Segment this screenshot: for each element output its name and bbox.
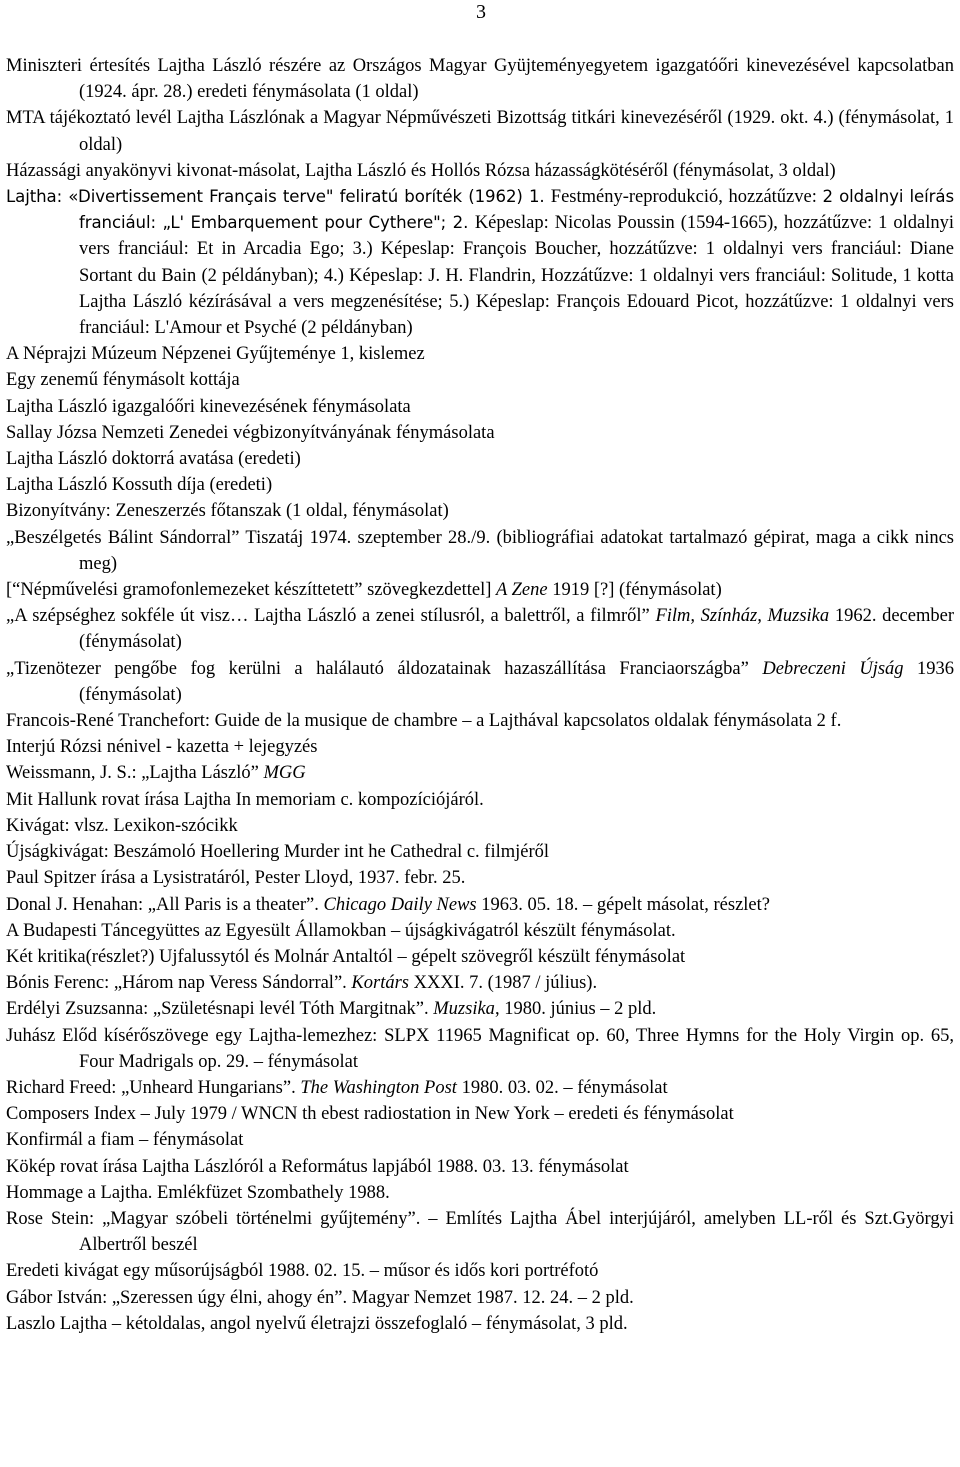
document-entry [6,787,954,813]
document-entry [6,656,954,708]
entry-title-italic: Chicago Daily News [323,894,477,915]
document-entry [6,1258,954,1284]
entry-text: „Tizenötezer pengőbe fog kerülni a halálautó áldozatainak hazaszállítása Franciaországba” [6,658,763,679]
entry-text: Lajtha: «Divertissement Français terve" feliratú boríték (1962) 1. [6,187,551,207]
document-entry [6,1154,954,1180]
entry-text: Bónis Ferenc: „Három nap Veress Sándorral”. [6,973,352,994]
entry-text: Újságkivágat: Beszámoló Hoellering Murder int he Cathedral c. filmjéről [6,842,550,863]
entry-text: Gábor István: „Szeressen úgy élni, ahogy én”. Magyar Nemzet 1987. 12. 24. – 2 pld. [6,1287,634,1308]
entry-text: Interjú Rózsi nénivel - kazetta + lejegyzés [6,737,318,758]
entry-text: Festmény-reprodukció, hozzátűzve: [550,187,823,208]
entry-text: A Budapesti Táncegyüttes az Egyesült Államokban – újságkivágatról készült fénymásolat. [6,920,676,941]
entry-title-italic: Debreczeni Újság [762,658,904,679]
document-entry-list [6,53,954,1337]
entry-text: Két kritika(részlet?) Ujfalussytól és Molnár Antaltól – gépelt szövegről készült fénymásolat [6,946,686,967]
document-entry [6,813,954,839]
entry-text: Paul Spitzer írása a Lysistratáról, Pester Lloyd, 1937. febr. 25. [6,868,466,889]
entry-text: Rose Stein: „Magyar szóbeli történelmi gyűjtemény”. – Említés Lajtha Ábel interjújáról, amelyben LL-ről és Szt.Györgyi Albertről beszél [6,1208,954,1256]
document-entry [6,367,954,393]
document-entry [6,105,954,157]
document-entry [6,472,954,498]
entry-text: , 1980. június – 2 pld. [494,999,657,1020]
document-entry [6,1127,954,1153]
entry-title-italic: The Washington Post [300,1077,457,1098]
document-entry [6,1311,954,1337]
entry-text: Egy zenemű fénymásolt kottája [6,370,240,391]
entry-text: MTA tájékoztató levél Lajtha Lászlónak a Magyar Népművészeti Bizottság titkári kinevezéséről (1929. okt. 4.) (fénymásolat, 1 oldal) [6,108,954,155]
document-entry [6,865,954,891]
document-entry [6,839,954,865]
document-entry [6,1180,954,1206]
document-entry [6,918,954,944]
entry-text: Miniszteri értesítés Lajtha László részére az Országos Magyar Gyüjteményegyetem igazgatóőri kinevezésével kapcsolatban (1924. ápr. 28.) eredeti fénymásolata (1 oldal) [6,56,954,103]
entry-text: 1962. december (fénymásolat) [79,606,954,653]
entry-text: Bizonyítvány: Zeneszerzés főtanszak (1 oldal, fénymásolat) [6,501,449,522]
entry-text: 1919 [?] (fénymásolat) [547,580,722,601]
entry-title-italic: A Zene [496,580,548,601]
document-entry [6,341,954,367]
entry-text: Kökép rovat írása Lajtha Lászlóról a Református lapjából 1988. 03. 13. fénymásolat [6,1156,629,1177]
entry-text: Erdélyi Zsuzsanna: „Születésnapi levél Tóth Margitnak”. [6,999,434,1020]
entry-text: 1963. 05. 18. – gépelt másolat, részlet? [476,894,770,915]
entry-text: Weissmann, J. S.: „Lajtha László” [6,763,264,784]
entry-text: Eredeti kivágat egy műsorújságból 1988. 02. 15. – műsor és idős kori portréfotó [6,1261,599,1282]
entry-text: Laszlo Lajtha – kétoldalas, angol nyelvű életrajzi összefoglaló – fénymásolat, 3 pld. [6,1313,628,1334]
entry-text: Lajtha László doktorrá avatása (eredeti) [6,449,301,470]
document-entry [6,892,954,918]
entry-text: [“Népművelési gramofonlemezeket készíttetett” szövegkezdettel] [6,580,497,601]
document-entry [6,525,954,577]
document-entry [6,420,954,446]
entry-text: Lajtha László Kossuth díja (eredeti) [6,475,273,496]
document-entry [6,394,954,420]
entry-title-italic: Film, Színház, Muzsika [655,606,830,627]
entry-text: Richard Freed: „Unheard Hungarians”. [6,1077,301,1098]
entry-text: Kivágat: vlsz. Lexikon-szócikk [6,815,238,836]
entry-text: Juhász Előd kísérőszövege egy Lajtha-lemezhez: SLPX 11965 Magnificat op. 60, Three Hymns for the Holy Virgin op. 65, Four Madrigals op. 29. – fénymásolat [6,1025,954,1072]
document-entry [6,970,954,996]
entry-text: Francois-René Tranchefort: Guide de la musique de chambre – a Lajthával kapcsolatos oldalak fénymásolata 2 f. [6,711,842,732]
entry-text: „A szépséghez sokféle út visz… Lajtha László a zenei stílusról, a balettről, a filmről” [6,606,656,627]
entry-text: Házassági anyakönyvi kivonat-másolat, Lajtha László és Hollós Rózsa házasságkötéséről (fénymásolat, 3 oldal) [6,160,836,181]
entry-text: Donal J. Henahan: „All Paris is a theater”. [6,894,324,915]
document-entry [6,446,954,472]
entry-text: Konfirmál a fiam – fénymásolat [6,1130,244,1151]
entry-text: Composers Index – July 1979 / WNCN th ebest radiostation in New York – eredeti és fénymásolat [6,1104,734,1125]
document-entry [6,603,954,655]
document-entry [6,1101,954,1127]
document-entry [6,996,954,1022]
entry-text: 1980. 03. 02. – fénymásolat [456,1077,668,1098]
document-entry [6,498,954,524]
document-entry [6,944,954,970]
page-number: 3 [476,1,486,23]
entry-text: Sallay Józsa Nemzeti Zenedei végbizonyítványának fénymásolata [6,422,495,443]
entry-text: XXXI. 7. (1987 / július). [409,973,598,994]
entry-text: Mit Hallunk rovat írása Lajtha In memoriam c. kompozíciójáról. [6,789,484,810]
entry-title-italic: Kortárs [351,973,409,994]
entry-text: A Néprajzi Múzeum Népzenei Gyűjteménye 1, kislemez [6,344,425,365]
entry-text: „Beszélgetés Bálint Sándorral” Tiszatáj 1974. szeptember 28./9. (bibliográfiai adatokat tartalmazó gépirat, maga a cikk nincs meg) [6,527,954,574]
document-entry [6,1023,954,1075]
entry-text: Hommage a Lajtha. Emlékfüzet Szombathely 1988. [6,1182,390,1203]
document-entry [6,708,954,734]
entry-title-italic: Muzsika [433,999,495,1020]
document-entry [6,53,954,105]
document-entry [6,1075,954,1101]
document-entry [6,158,954,184]
entry-text: 1936 (fénymásolat) [79,658,955,705]
entry-title-italic: MGG [263,763,306,784]
document-entry [6,760,954,786]
document-entry [6,1206,954,1258]
entry-text: Lajtha László igazgalóőri kinevezésének fénymásolata [6,396,411,417]
document-entry [6,1285,954,1311]
document-entry [6,577,954,603]
document-entry [6,184,954,341]
document-entry [6,734,954,760]
entry-text: 2 oldalnyi leírás franciául: „L' Embarquement pour Cythere"; 2. [79,187,954,233]
entry-text: Képeslap: Nicolas Poussin (1594-1665), hozzátűzve: 1 oldalnyi vers franciául: Et in Arcadia Ego; 3.) Képeslap: François Boucher, hozzátűzve: 1 oldalnyi vers franciául: Diane Sortant du Bain (2 példányban); 4.) Képeslap: J. H. Flandrin, Hozzátűzve: 1 oldalnyi vers franciául: Solitude, 1 kotta Lajtha László kézírásával a vers megzenésítése; 5.) Képeslap: François Edouard Picot, hozzátűzve: 1 oldalnyi vers franciául: L'Amour et Psyché (2 példányban) [79,213,954,339]
